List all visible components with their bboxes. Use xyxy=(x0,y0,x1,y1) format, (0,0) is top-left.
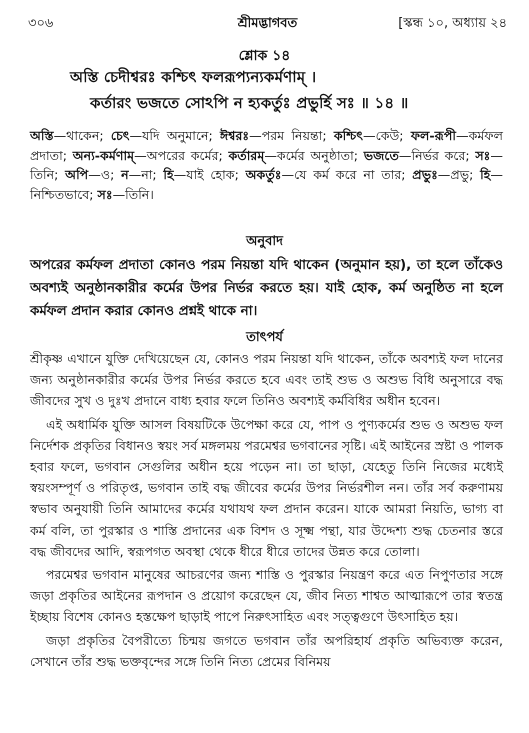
purport-paragraph: এই অধার্মিক যুক্তি আসল বিষয়টিকে উপেক্ষা করে যে, পাপ ও পুণ্যকর্মের শুভ ও অশুভ ফল নির্দেশক প্রকৃতির বিধানও স্বয়ং সর্ব মঙ্গলময় পরমেশ্বর ভগবানের সৃষ্টি। এই আইনের স্রষ্টা ও পালক হবার ফলে, ভগবান সেগুলির অধীন হয়ে পড়েন না। তা ছাড়া, যেহেতু তিনি নিজের মধ্যেই স্বয়ংসম্পূর্ণ ও পরিতৃপ্ত, ভগবান তাই বদ্ধ জীবের কর্মের উপর নির্ভরশীল নন। তাঁর সর্ব করুণাময় স্বভাব অনুযায়ী তিনি আমাদের কর্মের যথাযথ ফল প্রদান করেন। যাকে আমরা নিয়তি, ভাগ্য বা কর্ম বলি, তা পুরস্কার ও শাস্তি প্রদানের এক বিশদ ও সূক্ষ্ম পন্থা, যার উদ্দেশ্য শুদ্ধ চেতনার স্তরে বদ্ধ জীবদের আদি, স্বরূপগত অবস্থা থেকে ধীরে ধীরে তাদের উন্নত করে তোলা। xyxy=(30,416,503,559)
synonym-meaning: —থাকেন; xyxy=(53,128,111,143)
verse-line-1: অস্তি চেদীশ্বরঃ কশ্চিৎ ফলরূপ্যন্যকর্মণাম্ । xyxy=(70,68,317,86)
page-number: ৩০৬ xyxy=(28,16,54,31)
synonym-word: চেৎ xyxy=(110,128,130,143)
book-title: শ্রীমদ্ভাগবত xyxy=(237,16,298,31)
translation-text: অপরের কর্মফল প্রদাতা কোনও পরম নিয়ন্তা যদি থাকেন (অনুমান হয়), তা হলে তাঁকেও অবশ্যই অনুষ্ঠানকারীর কর্মের উপর নির্ভর করতে হয়। যাই হোক, কর্ম অনুষ্ঠিত না হলে কর্মফল প্রদান করার কোনও প্রশ্নই থাকে না। xyxy=(30,258,503,319)
synonym-word: ন xyxy=(121,167,129,183)
synonym-word: কর্তারম্ xyxy=(228,147,265,163)
synonym-word: অস্তি xyxy=(30,128,54,143)
synonym-meaning: —পরম নিয়ন্তা; xyxy=(249,128,334,143)
synonym-word: সঃ xyxy=(97,186,113,202)
purport-body xyxy=(30,348,503,674)
synonym-meaning: —না; xyxy=(128,167,164,183)
synonym-word: সঃ xyxy=(475,147,491,163)
synonym-meaning: —কর্মফল প্রদাতা; xyxy=(30,128,503,163)
section-reference: [স্কন্ধ ১০, অধ্যায় ২৪ xyxy=(398,16,507,31)
synonym-word: ভজতে xyxy=(363,147,399,163)
shloka-heading: শ্লোক ১৪ xyxy=(238,48,291,64)
synonym-word: হি xyxy=(480,167,491,183)
synonym-word: হি xyxy=(163,167,174,183)
synonym-meaning: —ও; xyxy=(88,167,122,183)
synonym-word: ফল-রূপী xyxy=(410,128,456,143)
synonym-meaning: —নির্ভর করে; xyxy=(398,147,476,163)
synonym-meaning: —কর্মের অনুষ্ঠাতা; xyxy=(264,147,364,163)
purport-paragraph: পরমেশ্বর ভগবান মানুষের আচরণের জন্য শাস্তি ও পুরস্কার নিয়ন্ত্রণ করে এত নিপুণতার সঙ্গে জড়া প্রকৃতির আইনের রূপদান ও প্রয়োগ করেছেন যে, জীব নিত্য শাশ্বত আত্মারূপে তার স্বতন্ত্র ইচ্ছায় বিশেষ কোনও হস্তক্ষেপ ছাড়াই পাপে নিরুৎসাহিত এবং সত্ত্বগুণে উৎসাহিত হয়। xyxy=(30,567,503,625)
synonym-meaning: —প্রভু; xyxy=(437,167,481,183)
synonym-word: ঈশ্বরঃ xyxy=(220,128,250,143)
synonym-word: অন্য-কর্মণাম্ xyxy=(72,147,135,163)
page-header xyxy=(28,14,507,34)
translation-heading: অনুবাদ xyxy=(246,234,283,249)
synonym-meaning: —যদি অনুমানে; xyxy=(129,128,221,143)
verse-line-2: কর্তারং ভজতে সোঽপি ন হ্যকর্তুঃ প্রভুর্হি সঃ ॥ ১৪ ॥ xyxy=(90,94,409,112)
synonym-word: প্রভুঃ xyxy=(412,167,438,183)
synonym-word: অকর্তুঃ xyxy=(245,167,282,183)
purport-paragraph: জড়া প্রকৃতির বৈপরীত্যে চিন্ময় জগতে ভগবান তাঁর অপরিহার্য প্রকৃতি অভিব্যক্ত করেন, সেখানে তাঁর শুদ্ধ ভক্তবৃন্দের সঙ্গে তিনি নিত্য প্রেমের বিনিময় xyxy=(30,632,503,669)
synonym-meaning: —কেউ; xyxy=(362,128,411,143)
synonym-meaning: —অপরের কর্মের; xyxy=(134,147,229,163)
synonym-meaning: —তিনি। xyxy=(112,186,154,202)
synonym-meaning: —তিনি; xyxy=(30,147,503,183)
purport-heading: তাৎপর্য xyxy=(246,330,283,345)
synonym-meaning: —যে কর্ম করে না তার; xyxy=(281,167,413,183)
synonym-meaning: —যাই হোক; xyxy=(173,167,246,183)
synonym-meaning: —নিশ্চিতভাবে; xyxy=(30,167,503,202)
synonym-word: অপি xyxy=(65,167,89,183)
synonym-word: কশ্চিৎ xyxy=(333,128,363,143)
synonyms-paragraph xyxy=(30,126,503,204)
purport-paragraph: শ্রীকৃষ্ণ এখানে যুক্তি দেখিয়েছেন যে, কোনও পরম নিয়ন্তা যদি থাকেন, তাঁকে অবশ্যই ফল দানের জন্য অনুষ্ঠানকারীর কর্মের উপর নির্ভর করতে হবে এবং তাই শুভ ও অশুভ বিধি অনুসারে বদ্ধ জীবদের সুখ ও দুঃখ প্রদানে বাধ্য হবার ফলে তিনিও অবশ্যই কর্মবিধির অধীন হবেন। xyxy=(30,351,503,409)
